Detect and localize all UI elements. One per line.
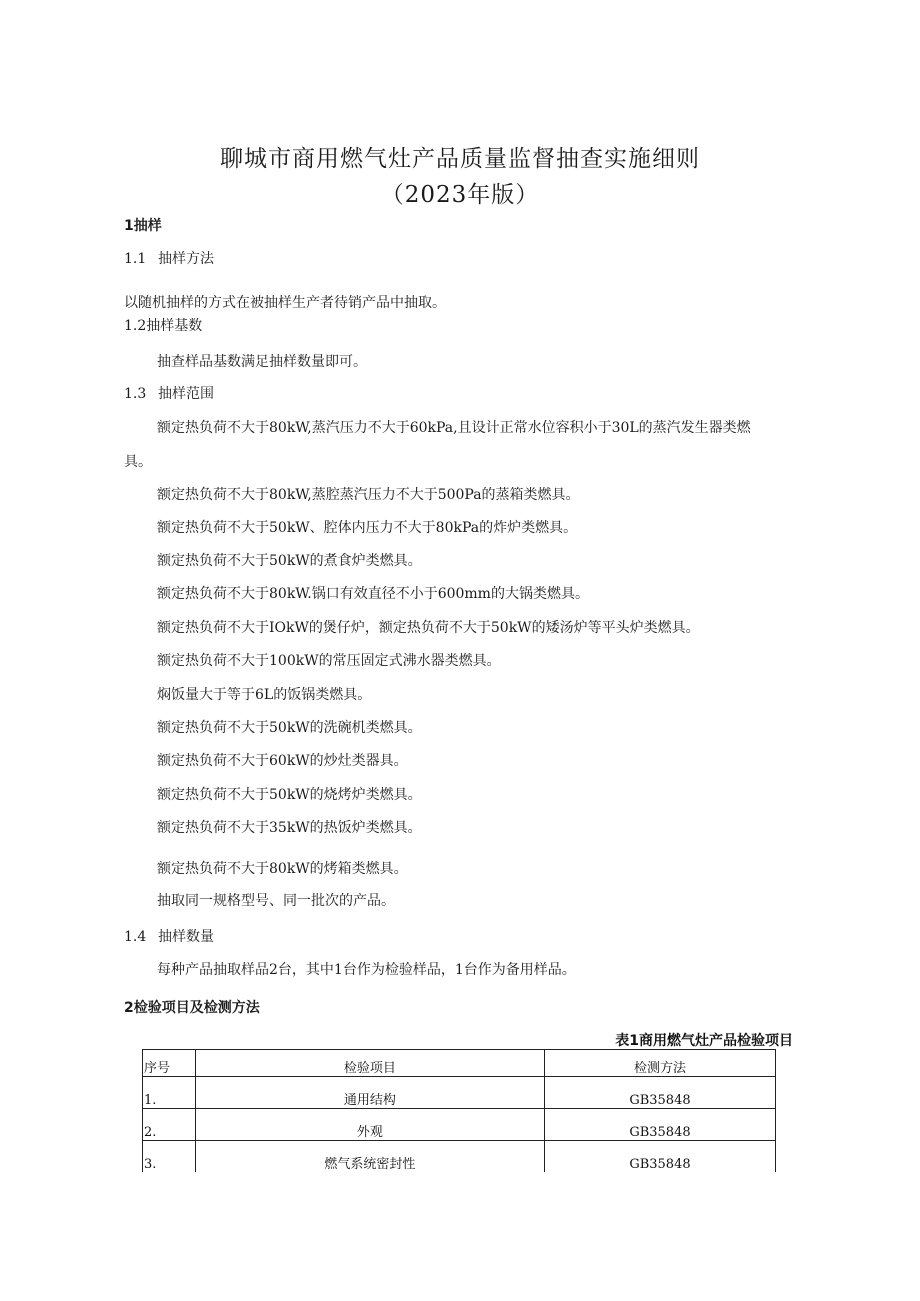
scope-line: 额定热负荷不大于80kW,蒸汽压力不大于60kPa,且设计正常水位容积小于30L的蒸汽发生器类燃 (157, 420, 751, 436)
subsection-1-4-heading (124, 928, 214, 946)
scope-line: 具。 (124, 454, 152, 470)
header-cell-method: 检测方法 (544, 1050, 775, 1077)
scope-line: 额定热负荷不大于50kW的煮食炉类燃具。 (157, 553, 422, 569)
paragraph: 以随机抽样的方式在被抽样生产者待销产品中抽取。 (124, 295, 446, 311)
scope-line: 焖饭量大于等于6L的饭锅类燃具。 (157, 687, 372, 703)
section-1-heading: 1抽样 (124, 218, 162, 234)
subsection-label: 抽样数量 (158, 929, 214, 945)
cell-method: GB35848 (544, 1109, 775, 1141)
subsection-number: 1.3 (124, 386, 147, 402)
scope-line: 额定热负荷不大于100kW的常压固定式沸水器类燃具。 (157, 653, 501, 669)
subsection-number: 1.4 (124, 929, 147, 945)
cell-item: 通用结构 (195, 1077, 544, 1109)
scope-line: 额定热负荷不大于35kW的热饭炉类燃具。 (157, 820, 422, 836)
subsection-label: 抽样范围 (158, 386, 214, 402)
paragraph: 每种产品抽取样品2台，其中1台作为检验样品，1台作为备用样品。 (157, 962, 576, 978)
scope-line: 额定热负荷不大于60kW的炒灶类器具。 (157, 753, 408, 769)
header-cell-number: 序号 (143, 1050, 196, 1077)
paragraph: 抽查样品基数满足抽样数量即可。 (157, 354, 367, 370)
subsection-label: 抽样方法 (158, 251, 214, 267)
scope-line: 额定热负荷不大于80kW的烤箱类燃具。 (157, 861, 408, 877)
scope-line: 额定热负荷不大于IOkW的煲仔炉，额定热负荷不大于50kW的矮汤炉等平头炉类燃具。 (157, 620, 700, 636)
scope-line: 额定热负荷不大于50kW的洗碗机类燃具。 (157, 720, 422, 736)
cell-method: GB35848 (544, 1141, 775, 1173)
table-row (143, 1141, 776, 1173)
cell-item: 燃气系统密封性 (195, 1141, 544, 1173)
scope-line: 额定热负荷不大于50kW、腔体内压力不大于80kPa的炸炉类燃具。 (157, 520, 578, 536)
table-caption: 表1商用燃气灶产品检验项目 (615, 1033, 793, 1049)
cell-method: GB35848 (544, 1077, 775, 1109)
subsection-1-1-heading (124, 250, 214, 268)
section-2-heading: 2检验项目及检测方法 (124, 1000, 260, 1016)
table-row (143, 1077, 776, 1109)
header-cell-item: 检验项目 (195, 1050, 544, 1077)
subsection-number: 1.1 (124, 251, 147, 267)
cell-number: 1. (143, 1077, 196, 1109)
inspection-items-table (142, 1049, 776, 1172)
table-header-row (143, 1050, 776, 1077)
subsection-1-2-heading: 1.2抽样基数 (124, 318, 203, 334)
cell-number: 3. (143, 1141, 196, 1173)
scope-line: 额定热负荷不大于80kW,蒸腔蒸汽压力不大于500Pa的蒸箱类燃具。 (157, 487, 580, 503)
cell-item: 外观 (195, 1109, 544, 1141)
subsection-1-3-heading (124, 385, 214, 403)
document-title: 聊城市商用燃气灶产品质量监督抽查实施细则 (220, 146, 700, 172)
document-subtitle: （2023年版） (380, 182, 540, 208)
cell-number: 2. (143, 1109, 196, 1141)
scope-line: 抽取同一规格型号、同一批次的产品。 (157, 893, 395, 909)
scope-line: 额定热负荷不大于50kW的烧烤炉类燃具。 (157, 787, 422, 803)
table-row (143, 1109, 776, 1141)
scope-line: 额定热负荷不大于80kW.锅口有效直径不小于600mm的大锅类燃具。 (157, 586, 589, 602)
